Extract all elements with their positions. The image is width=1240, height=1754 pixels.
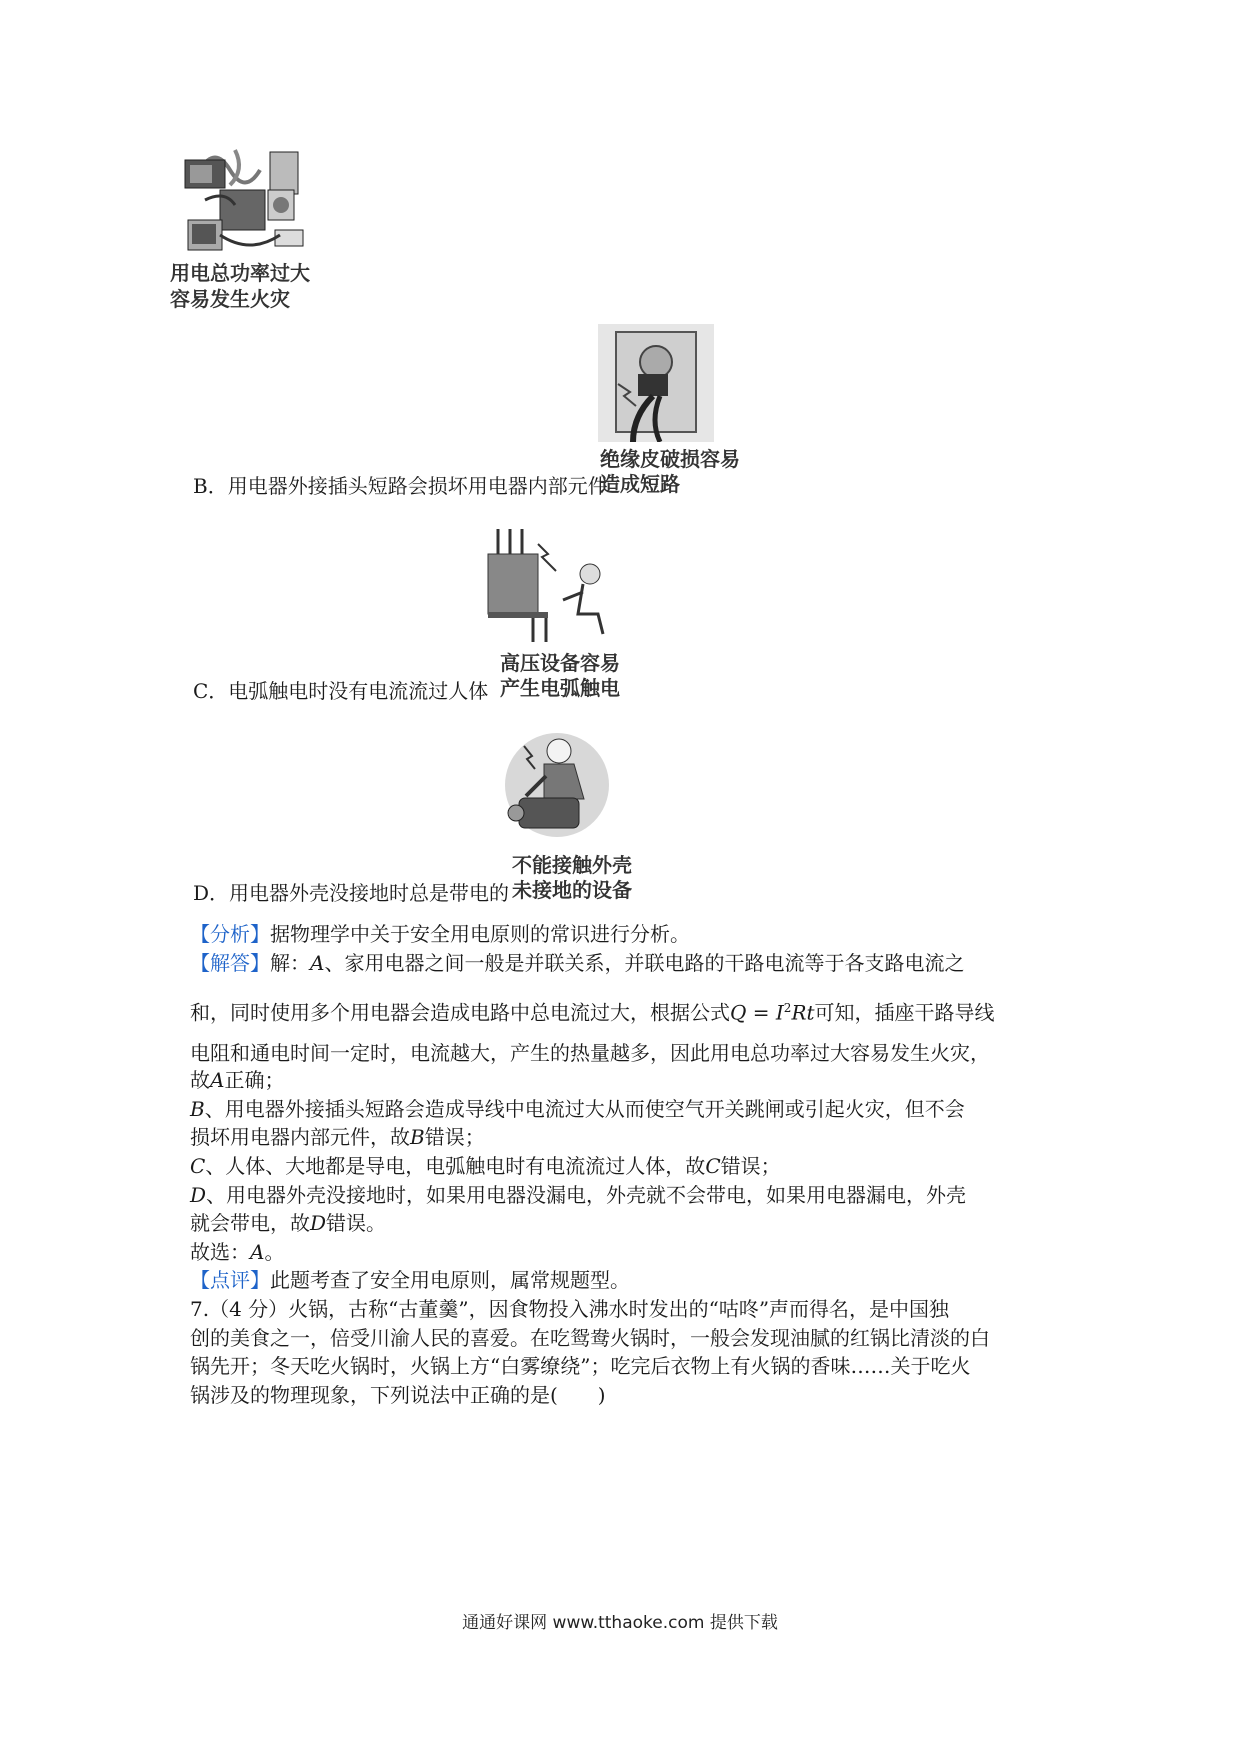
answer-l8-post: 、用电器外壳没接地时，如果用电器没漏电，外壳就不会带电，如果用电器漏电，外壳	[206, 1183, 967, 1207]
comment-tag: 【点评】	[190, 1268, 270, 1292]
fig-d-caption-line2: 未接地的设备	[512, 878, 632, 902]
fig-c-caption-line2: 产生电弧触电	[500, 676, 620, 700]
answer-l6-pre: 损坏用电器内部元件，故	[190, 1125, 410, 1149]
answer-line-9	[190, 1209, 386, 1237]
answer-line-6	[190, 1123, 485, 1151]
answer-line-4	[190, 1066, 284, 1094]
answer-l6-var: B	[410, 1125, 425, 1149]
answer-l7-var: C	[190, 1154, 206, 1178]
answer-l1-var: A	[310, 951, 325, 975]
answer-l8-var: D	[190, 1183, 207, 1207]
damaged-plug-illustration	[598, 324, 714, 442]
option-d: D．用电器外壳没接地时总是带电的	[193, 881, 510, 905]
answer-l1-pre: 解：	[270, 951, 310, 975]
analysis-paragraph	[190, 920, 690, 948]
answer-l2-post: 可知，插座干路导线	[814, 1000, 995, 1025]
question7-line-2: 创的美食之一，倍受川渝人民的喜爱。在吃鸳鸯火锅时，一般会发现油腻的红锅比清淡的白	[190, 1326, 990, 1350]
option-c: C．电弧触电时没有电流流过人体	[193, 679, 489, 703]
answer-l5-post: 、用电器外接插头短路会造成导线中电流过大从而使空气开关跳闸或引起火灾，但不会	[204, 1097, 965, 1121]
answer-l10-post: 。	[264, 1240, 285, 1264]
comment-paragraph	[190, 1266, 630, 1294]
overload-appliances-illustration	[180, 140, 320, 280]
answer-line-2	[190, 994, 995, 1027]
answer-l9-pre: 就会带电，故	[190, 1211, 310, 1235]
fig-a-caption-line1: 用电总功率过大	[170, 261, 310, 285]
answer-line-8	[190, 1181, 966, 1209]
answer-l2-pre: 和，同时使用多个用电器会造成电路中总电流过大，根据公式	[190, 1000, 730, 1025]
answer-l9-post: 错误。	[326, 1211, 387, 1235]
ungrounded-motor-illustration	[504, 726, 610, 844]
fig-b-caption-line1: 绝缘皮破损容易	[600, 447, 740, 471]
answer-l10-pre: 故选：	[190, 1240, 250, 1264]
answer-l5-var: B	[190, 1097, 205, 1121]
fig-b-caption-line2: 造成短路	[600, 472, 680, 496]
high-voltage-arc-illustration	[478, 524, 618, 644]
question7-line-4: 锅涉及的物理现象，下列说法中正确的是( )	[190, 1383, 606, 1407]
option-b: B．用电器外接插头短路会损坏用电器内部元件	[193, 474, 608, 498]
answer-line-3: 电阻和通电时间一定时，电流越大，产生的热量越多，因此用电总功率过大容易发生火灾，	[190, 1041, 990, 1065]
answer-line-7	[190, 1152, 781, 1180]
answer-l9-var: D	[310, 1211, 327, 1235]
answer-line-1	[190, 949, 964, 977]
formula-rt: Rt	[791, 1000, 815, 1025]
fig-d-caption-line1: 不能接触外壳	[512, 853, 632, 877]
formula-q: Q	[730, 1000, 747, 1025]
answer-l4-post: 正确；	[224, 1068, 285, 1092]
question7-line-1: 7.（4 分）火锅，古称“古董羹”，因食物投入沸水时发出的“咕咚”声而得名，是中国独	[190, 1297, 950, 1321]
fig-a-caption-line2: 容易发生火灾	[170, 287, 290, 311]
analysis-text: 据物理学中关于安全用电原则的常识进行分析。	[270, 922, 690, 946]
answer-l4-pre: 故	[190, 1068, 210, 1092]
comment-text: 此题考查了安全用电原则，属常规题型。	[270, 1268, 630, 1292]
formula-exp: 2	[783, 1001, 792, 1015]
formula-i: I	[775, 1000, 784, 1025]
page-footer: 通通好课网 www.tthaoke.com 提供下载	[462, 1613, 778, 1633]
answer-l7-mid: 、人体、大地都是导电，电弧触电时有电流流过人体，故	[205, 1154, 706, 1178]
answer-l1-post: 、家用电器之间一般是并联关系，并联电路的干路电流等于各支路电流之	[324, 951, 965, 975]
formula-eq: =	[746, 1000, 776, 1025]
question7-line-3: 锅先开；冬天吃火锅时，火锅上方“白雾缭绕”；吃完后衣物上有火锅的香味……关于吃火	[190, 1354, 971, 1378]
analysis-tag: 【分析】	[190, 922, 270, 946]
answer-l4-var: A	[210, 1068, 225, 1092]
answer-l7-var2: C	[705, 1154, 721, 1178]
answer-line-5	[190, 1095, 965, 1123]
fig-c-caption-line1: 高压设备容易	[500, 651, 620, 675]
answer-l6-post: 错误；	[424, 1125, 485, 1149]
answer-tag: 【解答】	[190, 951, 270, 975]
answer-l7-post: 错误；	[720, 1154, 781, 1178]
answer-line-10	[190, 1238, 284, 1266]
answer-l10-var: A	[250, 1240, 265, 1264]
